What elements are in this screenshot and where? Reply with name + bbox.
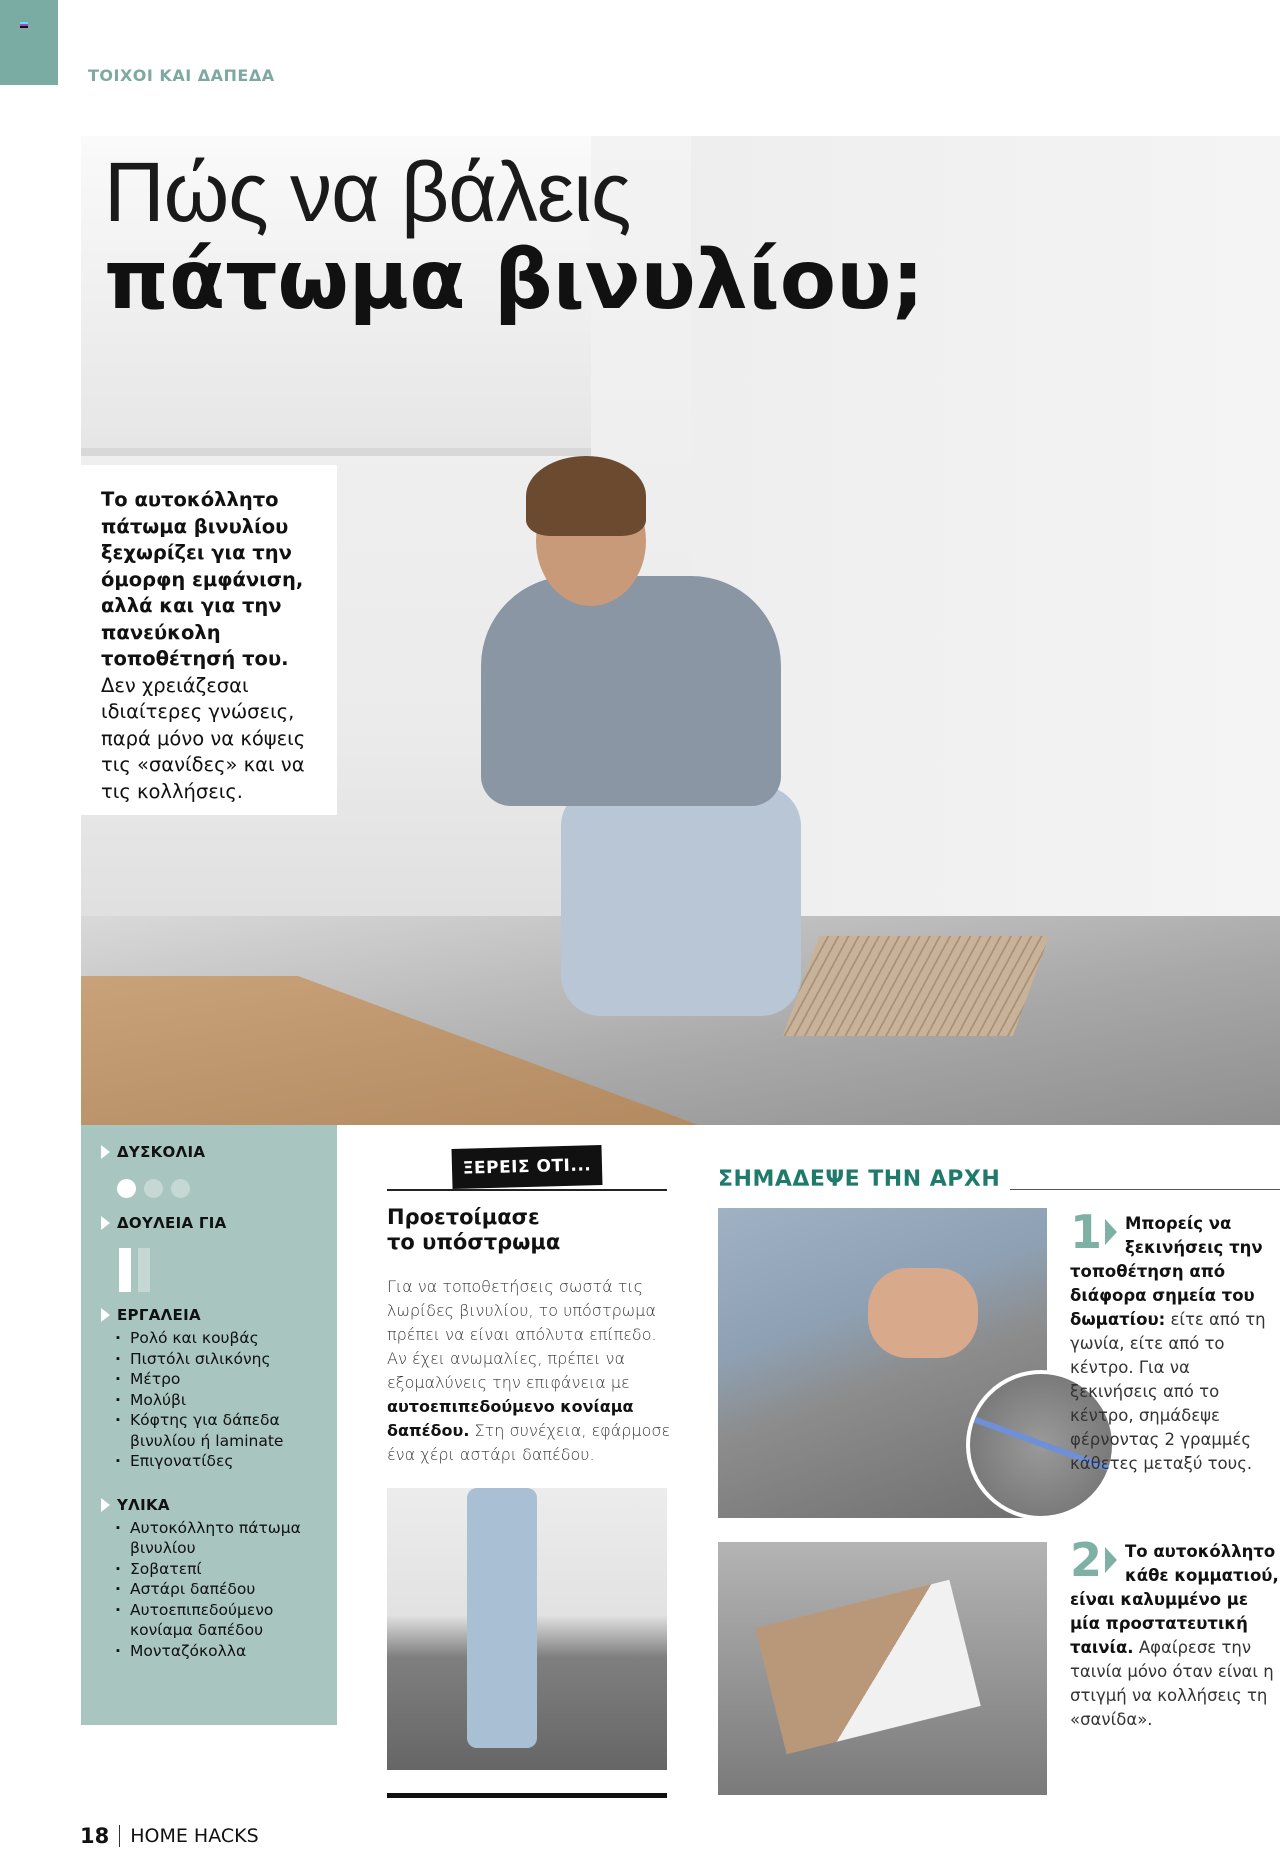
color-mark-icon (20, 22, 28, 28)
person-icon (119, 1248, 131, 1292)
difficulty-rating (117, 1179, 325, 1198)
list-item: · Αυτοεπιπεδούμενο κονίαμα δαπέδου (115, 1600, 325, 1641)
separator (119, 1825, 120, 1847)
heading-line: το υπόστρωμα (387, 1230, 561, 1254)
page-title (104, 145, 925, 328)
step-number (1070, 1533, 1123, 1587)
title-line-2: πάτωμα βινυλίου; (104, 233, 925, 328)
people-heading (101, 1214, 325, 1232)
body-bold: αυτοεπιπεδούμενο κονίαμα δαπέδου. (387, 1397, 634, 1440)
person-body (481, 576, 781, 806)
difficulty-dot (144, 1179, 163, 1198)
materials-heading (101, 1496, 325, 1514)
magazine-name: HOME HACKS (130, 1825, 259, 1847)
did-you-know-body (387, 1275, 672, 1467)
peeling-photo (718, 1542, 1047, 1795)
list-item: · Σοβατεπί (115, 1559, 325, 1580)
tools-list (115, 1328, 325, 1472)
list-item: · Κόφτης για δάπεδα βινυλίου ή laminate (115, 1410, 325, 1451)
list-item: · Μονταζόκολλα (115, 1641, 325, 1662)
mark-start-heading: ΣΗΜΑΔΕΨΕ ΤΗΝ ΑΡΧΗ (718, 1167, 1010, 1192)
list-item: · Μολύβι (115, 1390, 325, 1411)
list-item: · Αυτοκόλλητο πάτωμα βινυλίου (115, 1518, 325, 1559)
step-2 (1070, 1533, 1280, 1732)
step-number (1070, 1205, 1123, 1259)
step-number-text: 1 (1070, 1205, 1103, 1259)
vinyl-planks (783, 936, 1049, 1036)
difficulty-label: ΔΥΣΚΟΛΙΑ (117, 1143, 206, 1161)
divider (387, 1793, 667, 1798)
title-line-1: Πώς να βάλεις (104, 145, 631, 239)
corner-tab (0, 0, 58, 85)
intro-text (81, 465, 337, 815)
body-text: Στη συνέχεια, εφάρμοσε ένα χέρι αστάρι δαπέδου. (387, 1421, 671, 1464)
difficulty-heading (101, 1143, 325, 1161)
page-footer (80, 1824, 259, 1848)
triangle-icon (101, 1216, 110, 1230)
section-label: ΤΟΙΧΟΙ ΚΑΙ ΔΑΠΕΔΑ (88, 66, 275, 85)
difficulty-dot (117, 1179, 136, 1198)
list-item: · Πιστόλι σιλικόνης (115, 1349, 325, 1370)
intro-bold: Το αυτοκόλλητο πάτωμα βινυλίου ξεχωρίζει για την όμορφη εμφάνιση, αλλά και για την πανεύκολη τοποθέτησή του. (101, 488, 304, 670)
priming-photo (387, 1488, 667, 1770)
plank (755, 1580, 981, 1755)
divider (387, 1189, 667, 1191)
person-legs (467, 1488, 537, 1748)
triangle-icon (101, 1498, 110, 1512)
tools-heading (101, 1306, 325, 1324)
person-icon (138, 1248, 150, 1292)
did-you-know-tag: ΞΕΡΕΙΣ ΟΤΙ... (452, 1145, 603, 1189)
page-number: 18 (80, 1824, 110, 1848)
hand (868, 1268, 978, 1358)
triangle-icon (101, 1308, 110, 1322)
people-label: ΔΟΥΛΕΙΑ ΓΙΑ (117, 1214, 227, 1232)
triangle-icon (1105, 1219, 1117, 1245)
people-rating (119, 1248, 325, 1292)
list-item: · Μέτρο (115, 1369, 325, 1390)
step-number-text: 2 (1070, 1533, 1103, 1587)
step-text: είτε από τη γωνία, είτε από το κέντρο. Για να ξεκινήσεις από το κέντρο, σημάδεψε φέρνοντας 2 γραμμές κάθετες μεταξύ τους. (1070, 1310, 1266, 1473)
heading-line: Προετοίμασε (387, 1205, 540, 1229)
did-you-know-heading (387, 1205, 560, 1255)
triangle-icon (101, 1145, 110, 1159)
list-item: · Ρολό και κουβάς (115, 1328, 325, 1349)
tools-label: ΕΡΓΑΛΕΙΑ (117, 1306, 201, 1324)
materials-label: ΥΛΙΚΑ (117, 1495, 170, 1514)
intro-body: Δεν χρειάζεσαι ιδιαίτερες γνώσεις, παρά μόνο να κόψεις τις «σανίδες» και να τις κολλήσεις. (101, 673, 306, 803)
body-text: Για να τοποθετήσεις σωστά τις λωρίδες βινυλίου, το υπόστρωμα πρέπει να είναι απόλυτα επίπεδο. Αν έχει ανωμαλίες, πρέπει να εξομαλύνεις την επιφάνεια με (387, 1277, 657, 1392)
list-item: · Επιγονατίδες (115, 1451, 325, 1472)
person-hair (526, 456, 646, 536)
difficulty-dot (171, 1179, 190, 1198)
triangle-icon (1105, 1547, 1117, 1573)
person-legs (561, 786, 801, 1016)
step-bold: Μπορείς να ξεκινήσεις την τοποθέτηση από διάφορα σημεία του δωματίου: (1070, 1214, 1263, 1329)
step-text: Αφαίρεσε την ταινία μόνο όταν είναι η στιγμή να κολλήσεις τη «σανίδα». (1070, 1638, 1274, 1729)
list-item: · Αστάρι δαπέδου (115, 1579, 325, 1600)
materials-list (115, 1518, 325, 1662)
step-bold: Το αυτοκόλλητο κάθε κομματιού, είναι καλυμμένο με μία προστατευτική ταινία. (1070, 1542, 1279, 1657)
step-1 (1070, 1205, 1280, 1476)
info-panel (81, 1125, 337, 1725)
